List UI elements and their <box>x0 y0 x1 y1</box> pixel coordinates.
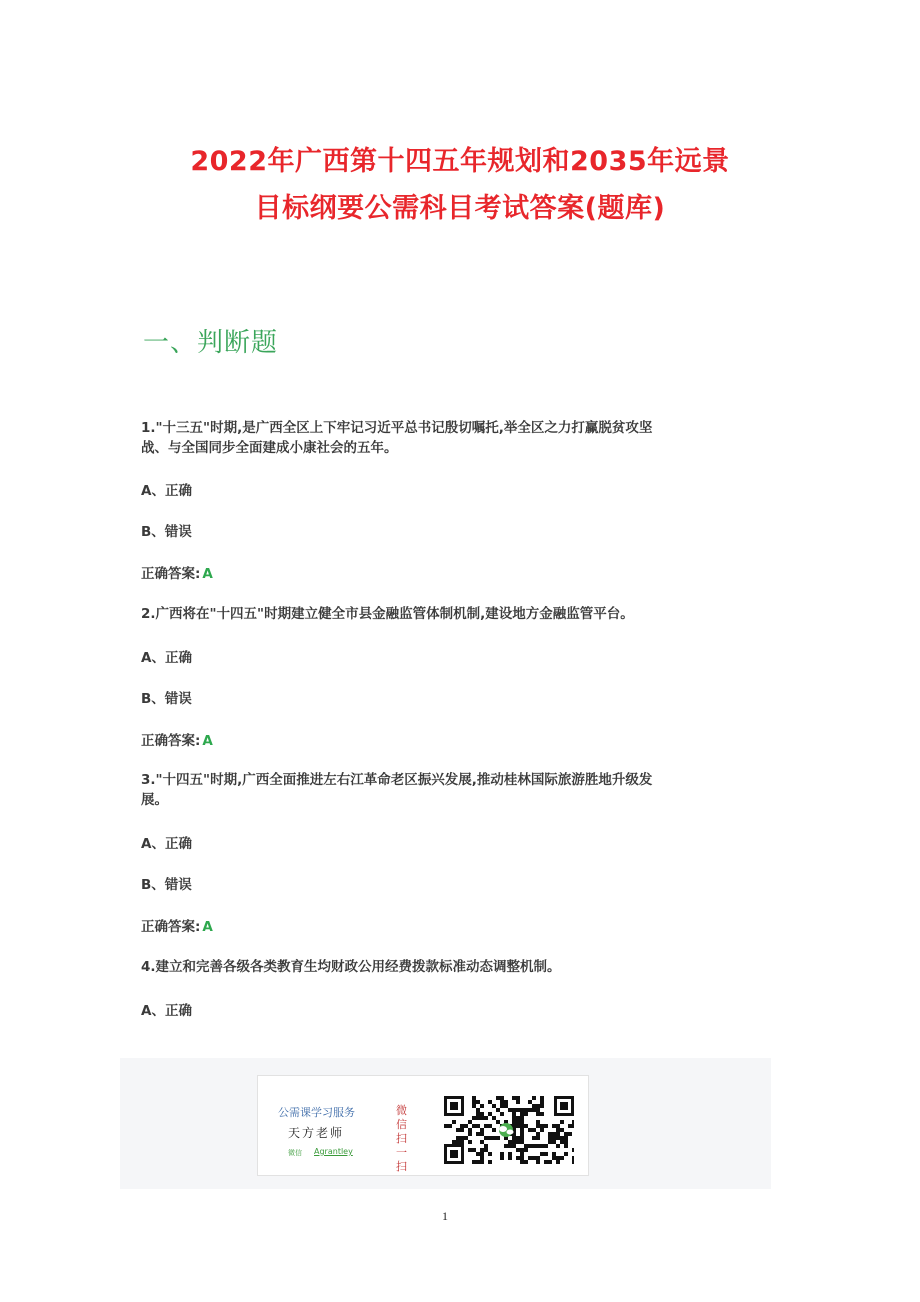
scan-prompt: 微信扫一扫 <box>396 1104 407 1173</box>
answer-letter: A <box>202 733 213 749</box>
answer-letter: A <box>202 566 213 582</box>
question-1-text: 1."十三五"时期,是广西全区上下牢记习近平总书记殷切嘱托,举全区之力打赢脱贫攻坚 战、与全国同步全面建成小康社会的五年。 <box>141 420 653 456</box>
qr-code-icon <box>444 1096 574 1164</box>
page-number: 1 <box>442 1209 448 1223</box>
question-2-answer: 正确答案: A <box>141 733 213 749</box>
document-title <box>80 138 840 232</box>
question-4-text: 4.建立和完善各级各类教育生均财政公用经费拨款标准动态调整机制。 <box>141 959 561 975</box>
teacher-name: 天方老师 <box>288 1126 345 1140</box>
question-1-answer: 正确答案: A <box>141 566 213 582</box>
question-3-text: 3."十四五"时期,广西全面推进左右江革命老区振兴发展,推动桂林国际旅游胜地升级发 展。 <box>141 772 653 808</box>
footer-banner <box>120 1058 771 1189</box>
service-label: 公需课学习服务 <box>278 1106 355 1119</box>
question-1-option-b: B、错误 <box>141 524 192 540</box>
question-2-option-a: A、正确 <box>141 650 192 666</box>
question-4-option-a: A、正确 <box>141 1003 192 1019</box>
document-title-line-1: 2022年广西第十四五年规划和2035年远景 <box>190 146 730 177</box>
question-2-option-b: B、错误 <box>141 691 192 707</box>
question-1-option-a: A、正确 <box>141 483 192 499</box>
document-title-line-2: 目标纲要公需科目考试答案(题库) <box>254 193 666 224</box>
question-3-answer: 正确答案: A <box>141 919 213 935</box>
wechat-label: 微信 <box>288 1149 302 1157</box>
question-2-text: 2.广西将在"十四五"时期建立健全市县金融监管体制机制,建设地方金融监管平台。 <box>141 606 634 622</box>
contact-card <box>257 1075 589 1176</box>
question-3-option-b: B、错误 <box>141 877 192 893</box>
wechat-id: Agrantley <box>314 1147 353 1156</box>
question-3-option-a: A、正确 <box>141 836 192 852</box>
section-heading: 一、判断题 <box>143 328 279 358</box>
answer-letter: A <box>202 919 213 935</box>
